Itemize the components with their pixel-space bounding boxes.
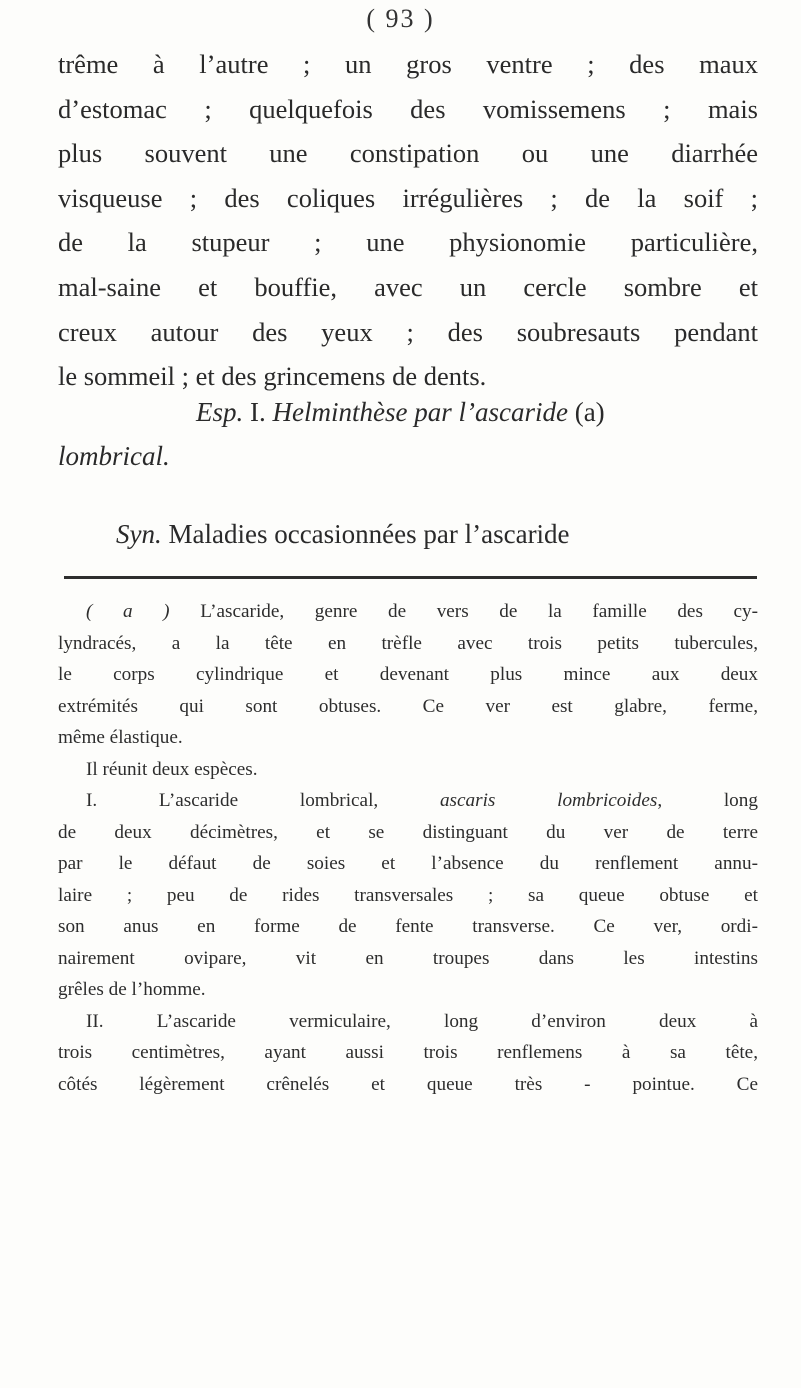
footnote-separator	[64, 576, 757, 579]
footnote-line	[58, 596, 758, 628]
footnote-line	[58, 785, 758, 817]
footnote-line: trois centimètres, ayant aussi trois renflemens à sa tête,	[58, 1042, 758, 1063]
synonyms-text: Maladies occasionnées par l’ascaride	[168, 519, 570, 549]
footnote-line: laire ; peu de rides transversales ; sa queue obtuse et	[58, 884, 758, 906]
body-line: creux autour des yeux ; des soubresauts pendant	[58, 316, 758, 347]
section-heading	[58, 390, 758, 478]
body-line: mal-saine et bouffie, avec un cercle sombre et	[58, 271, 758, 302]
body-paragraph	[58, 42, 758, 399]
species-title-continued: lombrical.	[58, 441, 170, 471]
footnote-line: son anus en forme de fente transverse. Ce ver, ordi-	[58, 916, 758, 937]
footnote-line: II. L’ascaride vermiculaire, long d’environ deux à	[86, 1010, 758, 1032]
footnote-line: de deux décimètres, et se distinguant du ver de terre	[58, 821, 758, 843]
species-number: I.	[250, 397, 266, 427]
body-line: visqueuse ; des coliques irrégulières ; de la soif ;	[58, 182, 758, 213]
body-line: le sommeil ; et des grincemens de dents.	[58, 361, 487, 392]
footnote-line: par le défaut de soies et l’absence du renflement annu-	[58, 853, 758, 874]
page-number: ( 93 )	[366, 4, 435, 33]
section-heading-line-1	[58, 390, 758, 434]
body-line: de la stupeur ; une physionomie particulière,	[58, 227, 758, 258]
footnote-line: lyndracés, a la tête en trèfle avec trois petits tubercules,	[58, 632, 758, 654]
latin-name: ascaris lombricoides	[439, 790, 658, 811]
synonyms-line	[58, 514, 758, 554]
footnote	[58, 596, 758, 1100]
footnote-line: grêles de l’homme.	[58, 979, 206, 1000]
footnote-line: côtés légèrement crênelés et queue très - pointue. Ce	[58, 1073, 758, 1095]
body-line: trême à l’autre ; un gros ventre ; des maux	[58, 49, 758, 79]
footnote-line: le corps cylindrique et devenant plus mince aux deux	[58, 664, 758, 685]
footnote-text: L’ascaride, genre de vers de la famille des cy-	[200, 601, 759, 622]
section-heading-line-2	[58, 434, 758, 478]
body-line: plus souvent une constipation ou une diarrhée	[58, 138, 758, 169]
species-title: Helminthèse par l’ascaride	[272, 397, 568, 427]
species-label: Esp.	[196, 397, 244, 427]
footnote-text: , long	[657, 790, 758, 811]
footnote-line: nairement ovipare, vit en troupes dans les intestins	[58, 947, 758, 969]
footnote-text: I. L’ascaride lombrical,	[86, 790, 440, 811]
synonyms-label: Syn.	[116, 519, 162, 549]
footnote-reference: (a)	[574, 397, 605, 427]
body-line: d’estomac ; quelquefois des vomissemens ; mais	[58, 93, 758, 124]
footnote-marker: ( a )	[86, 601, 170, 622]
footnote-line: Il réunit deux espèces.	[86, 758, 258, 780]
footnote-line: extrémités qui sont obtuses. Ce ver est glabre, ferme,	[58, 695, 758, 717]
footnote-line: même élastique.	[58, 727, 183, 748]
